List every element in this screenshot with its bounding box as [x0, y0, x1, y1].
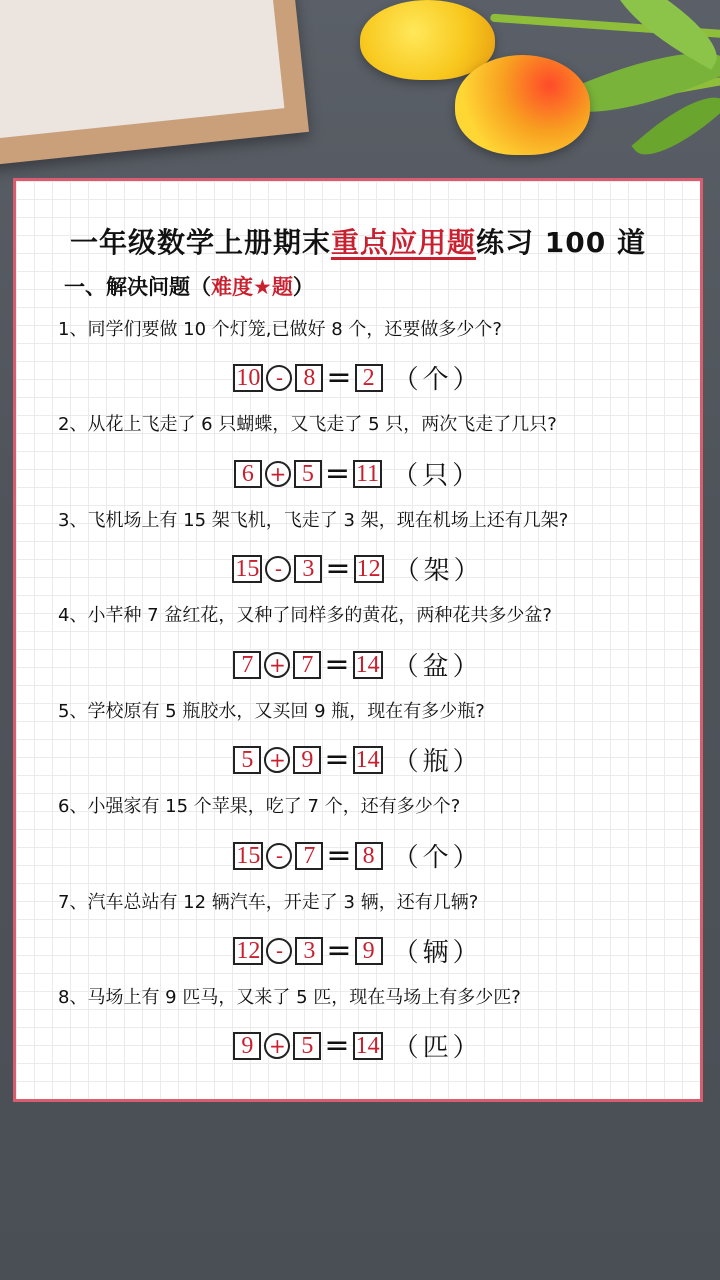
unit-label: （辆） — [392, 938, 483, 968]
section-label: 一、解决问题（ — [64, 275, 211, 299]
question-text: 4、小芊种 7 盆红花，又种了同样多的黄花，两种花共多少盆? — [58, 605, 552, 626]
result-box: 14 — [353, 651, 383, 679]
operand-box: 3 — [295, 937, 323, 965]
equals-sign: = — [326, 359, 352, 395]
operand-box: 7 — [293, 651, 321, 679]
operand-box: 15 — [232, 555, 262, 583]
operand-box: 5 — [293, 1032, 321, 1060]
picture-frame — [0, 0, 309, 167]
operator-circle: + — [264, 1033, 290, 1059]
operand-box: 15 — [233, 842, 263, 870]
result-box: 2 — [355, 364, 383, 392]
worksheet — [13, 178, 703, 1102]
result-box: 9 — [355, 937, 383, 965]
unit-label: （架） — [393, 556, 484, 586]
unit-label: （只） — [392, 461, 483, 491]
answer-equation — [16, 932, 700, 969]
result-box: 14 — [353, 1032, 383, 1060]
question-text: 6、小强家有 15 个苹果，吃了 7 个，还有多少个? — [58, 796, 461, 817]
result-box: 11 — [353, 460, 382, 488]
operator-circle: - — [266, 938, 292, 964]
operand-box: 9 — [293, 746, 321, 774]
answer-equation — [16, 1027, 700, 1064]
operator-circle: + — [264, 652, 290, 678]
title-part: 练习 100 道 — [476, 226, 646, 259]
result-box: 8 — [355, 842, 383, 870]
title-part: 一年级数学上册期末 — [70, 226, 332, 259]
unit-label: （瓶） — [392, 747, 483, 777]
red-yellow-tulip — [455, 55, 590, 155]
equals-sign: = — [324, 455, 350, 491]
equals-sign: = — [324, 1027, 350, 1063]
equals-sign: = — [324, 646, 350, 682]
operand-box: 5 — [233, 746, 261, 774]
equals-sign: = — [326, 837, 352, 873]
section-heading — [64, 271, 314, 301]
operand-box: 3 — [294, 555, 322, 583]
equals-sign: = — [324, 741, 350, 777]
operator-circle: - — [266, 843, 292, 869]
operand-box: 7 — [233, 651, 261, 679]
worksheet-title — [16, 221, 700, 261]
question-text: 7、汽车总站有 12 辆汽车，开走了 3 辆，还有几辆? — [58, 892, 479, 913]
equals-sign: = — [325, 550, 351, 586]
operand-box: 7 — [295, 842, 323, 870]
answer-equation — [16, 359, 700, 396]
question-text: 1、同学们要做 10 个灯笼,已做好 8 个，还要做多少个? — [58, 319, 502, 340]
operator-circle: - — [266, 365, 292, 391]
question-text: 3、飞机场上有 15 架飞机，飞走了 3 架，现在机场上还有几架? — [58, 510, 569, 531]
picture-frame-inner — [0, 0, 284, 140]
answer-equation — [16, 837, 700, 874]
unit-label: （盆） — [392, 652, 483, 682]
operand-box: 10 — [233, 364, 263, 392]
unit-label: （个） — [392, 843, 483, 873]
title-highlight: 重点应用题 — [331, 226, 477, 259]
unit-label: （匹） — [392, 1033, 483, 1063]
answer-equation — [16, 455, 700, 492]
result-box: 14 — [353, 746, 383, 774]
operator-circle: + — [264, 747, 290, 773]
question-text: 2、从花上飞走了 6 只蝴蝶，又飞走了 5 只，两次飞走了几只? — [58, 414, 557, 435]
equals-sign: = — [326, 932, 352, 968]
answer-equation — [16, 646, 700, 683]
operator-circle: - — [265, 556, 291, 582]
result-box: 12 — [354, 555, 384, 583]
answer-equation — [16, 550, 700, 587]
unit-label: （个） — [392, 365, 483, 395]
operand-box: 8 — [295, 364, 323, 392]
answer-equation — [16, 741, 700, 778]
operand-box: 6 — [234, 460, 262, 488]
question-text: 5、学校原有 5 瓶胶水，又买回 9 瓶，现在有多少瓶? — [58, 701, 485, 722]
operand-box: 12 — [233, 937, 263, 965]
question-text: 8、马场上有 9 匹马，又来了 5 匹，现在马场上有多少匹? — [58, 987, 521, 1008]
operator-circle: + — [265, 461, 291, 487]
operand-box: 5 — [294, 460, 322, 488]
section-label: ） — [292, 275, 314, 299]
difficulty-label: 难度★题 — [211, 275, 293, 299]
operand-box: 9 — [233, 1032, 261, 1060]
